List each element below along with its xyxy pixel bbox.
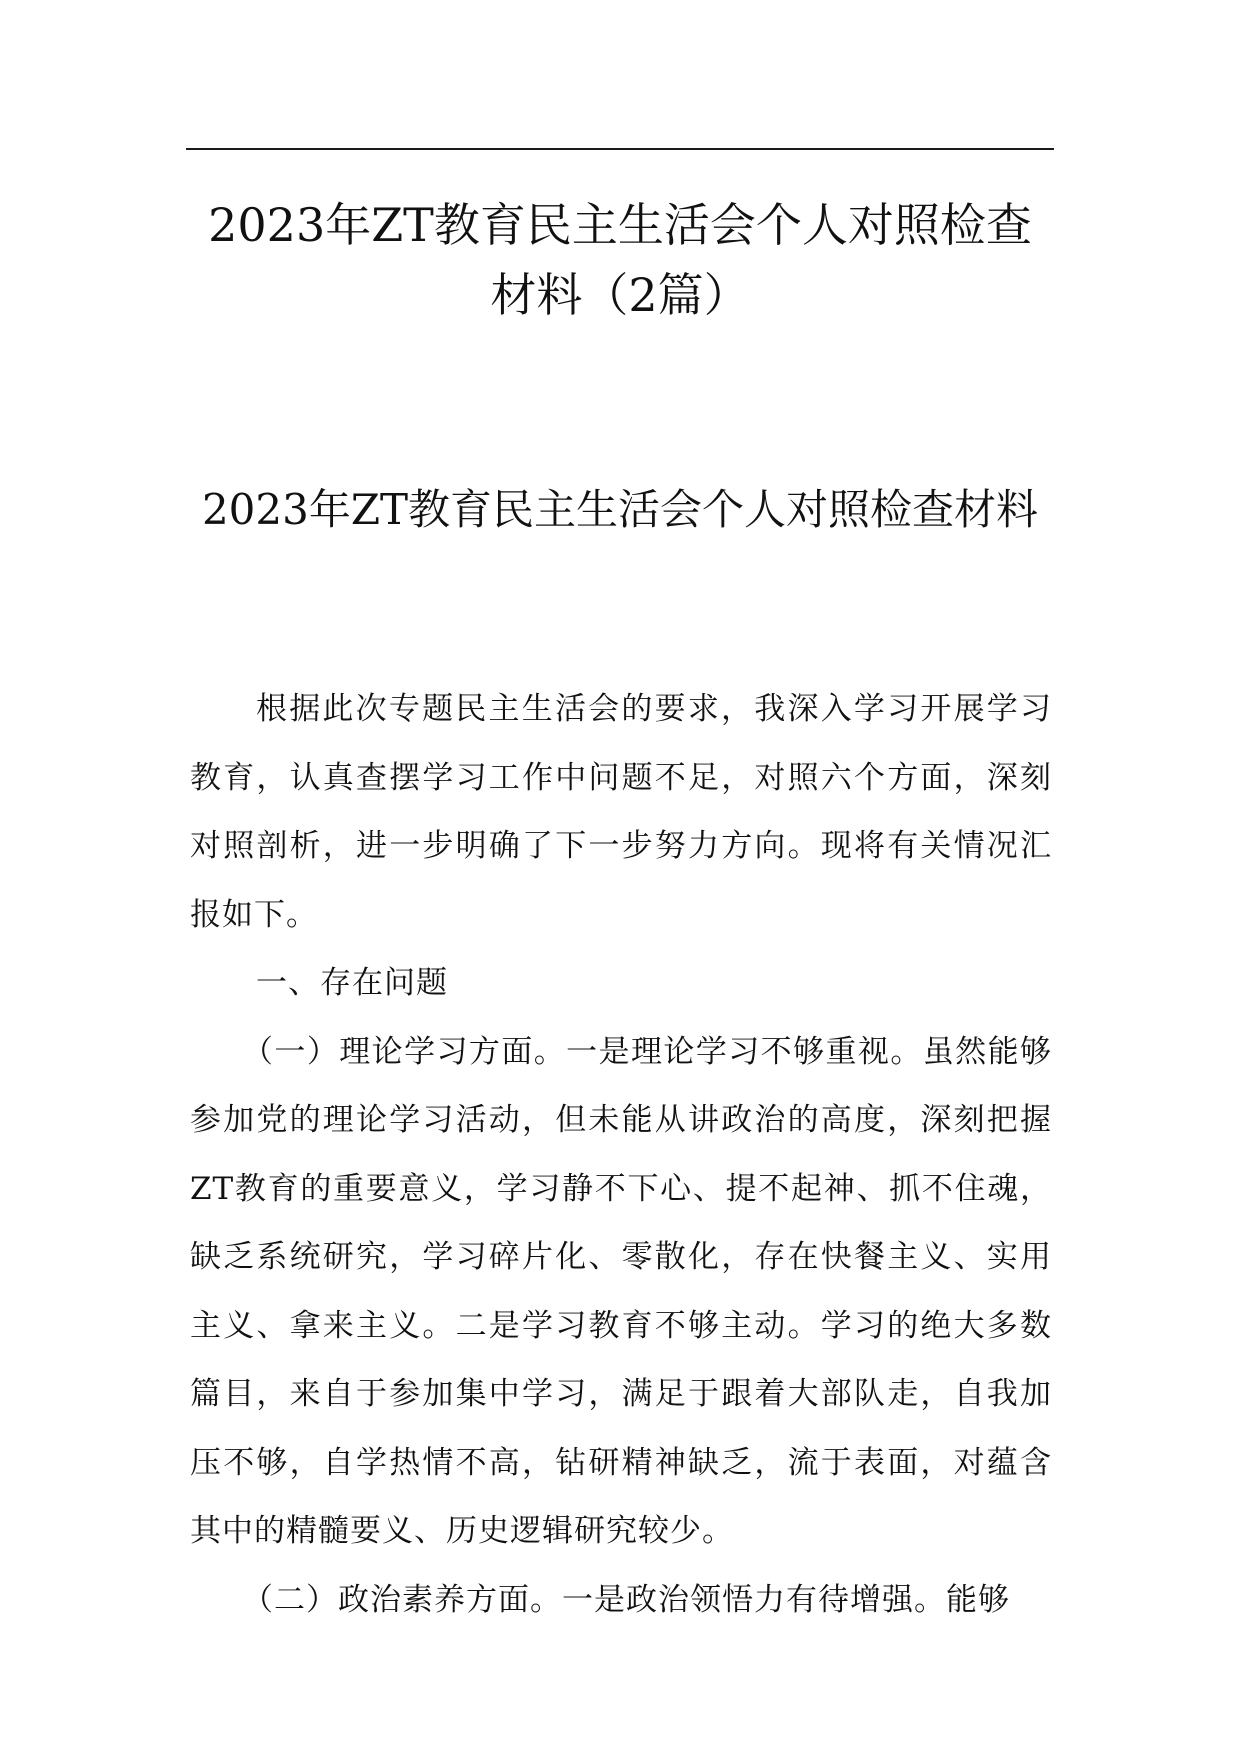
header-rule bbox=[186, 148, 1054, 150]
paragraph-political-quality: （二）政治素养方面。一是政治领悟力有待增强。能够 bbox=[242, 1581, 1010, 1618]
document-title: 2023年ZT教育民主生活会个人对照检查材料（2篇） bbox=[208, 198, 1032, 322]
document-body bbox=[190, 675, 1052, 1634]
paragraph-theory-study: （一）理论学习方面。一是理论学习不够重视。虽然能够参加党的理论学习活动，但未能从讲政治的高度，深刻把握ZT教育的重要意义，学习静不下心、提不起神、抓不住魂，缺乏系统研究，学习碎片化、零散化，存在快餐主义、实用主义、拿来主义。二是学习教育不够主动。学习的绝大多数篇目，来自于参加集中学习，满足于跟着大部队走，自我加压不够，自学热情不高，钻研精神缺乏，流于表面，对蕴含其中的精髓要义、历史逻辑研究较少。 bbox=[190, 1033, 1052, 1549]
section-heading-problems: 一、存在问题 bbox=[256, 965, 448, 1001]
intro-paragraph: 根据此次专题民主生活会的要求，我深入学习开展学习教育，认真查摆学习工作中问题不足，对照六个方面，深刻对照剖析，进一步明确了下一步努力方向。现将有关情况汇报如下。 bbox=[190, 691, 1052, 933]
section-title: 2023年ZT教育民主生活会个人对照检查材料 bbox=[201, 485, 1039, 534]
